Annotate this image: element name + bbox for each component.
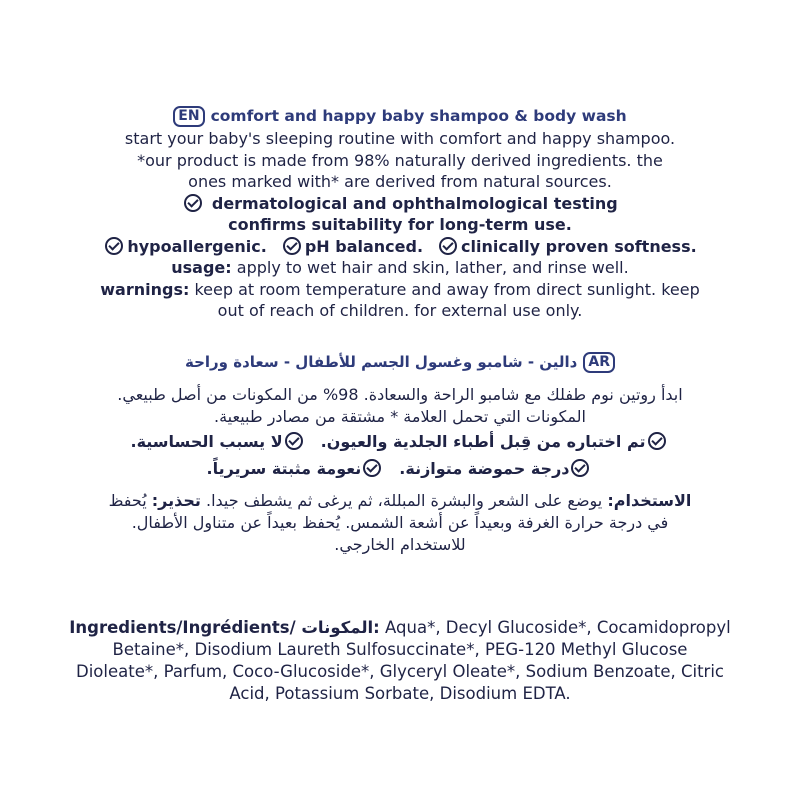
english-description-line: ones marked with* are derived from natural sources.	[188, 172, 612, 191]
check-circle-icon	[648, 432, 666, 450]
testing-claim-continuation: confirms suitability for long-term use.	[228, 215, 572, 234]
ingredients-line: Betaine*, Disodium Laureth Sulfosuccinate*, PEG-120 Methyl Glucose	[112, 640, 688, 659]
arabic-product-title: دالين - شامبو وغسول الجسم للأطفال - سعادة وراحة	[184, 353, 578, 371]
arabic-warning-line: للاستخدام الخارجي.	[334, 535, 466, 554]
ingredients-line: Acid, Potassium Sorbate, Disodium EDTA.	[229, 684, 571, 703]
ingredients-label: Ingredients/Ingrédients/ المكونات:	[69, 618, 380, 637]
check-circle-icon	[285, 432, 303, 450]
arabic-claim-hypoallergenic: لا يسبب الحساسية.	[130, 432, 283, 451]
english-title-row	[40, 104, 760, 128]
claim-softness: clinically proven softness.	[461, 236, 697, 256]
claim-hypoallergenic: hypoallergenic.	[127, 236, 267, 256]
arabic-description-line: المكونات التي تحمل العلامة * مشتقة من مصادر طبيعية.	[214, 407, 586, 426]
arabic-claim-tested: تم اختباره من قِبل أطباء الجلدية والعيون.	[320, 432, 646, 451]
arabic-section	[40, 350, 760, 556]
arabic-usage-label: الاستخدام:	[607, 491, 692, 510]
arabic-warning-line: في درجة حرارة الغرفة وبعيداً عن أشعة الشمس. يُحفظ بعيداً عن متناول الأطفال.	[131, 513, 669, 532]
arabic-claim-softness: نعومة مثبتة سريرياً.	[206, 459, 362, 478]
english-description-line: *our product is made from 98% naturally derived ingredients. the	[137, 150, 663, 170]
warnings-line	[40, 279, 760, 301]
check-circle-icon	[184, 194, 202, 212]
arabic-usage-text: يوضع على الشعر والبشرة المبللة، ثم يرغى ثم يشطف جيدا.	[200, 491, 608, 510]
arabic-warning-text: يُحفظ	[108, 491, 152, 510]
english-section	[40, 104, 760, 322]
arabic-claims-row-2	[40, 455, 760, 482]
usage-line	[40, 257, 760, 279]
arabic-claims-row-1	[40, 428, 760, 455]
check-circle-icon	[105, 237, 123, 255]
usage-label: usage:	[171, 258, 232, 277]
en-language-badge: EN	[173, 106, 204, 127]
ingredients-list	[40, 617, 760, 705]
usage-text: apply to wet hair and skin, lather, and rinse well.	[231, 258, 629, 277]
warnings-text: keep at room temperature and away from direct sunlight. keep	[189, 279, 700, 299]
testing-claim-text: dermatological and ophthalmological testing	[211, 193, 618, 213]
check-circle-icon	[439, 237, 457, 255]
arabic-title-row	[40, 350, 760, 374]
check-circle-icon	[283, 237, 301, 255]
ingredients-line: Dioleate*, Parfum, Coco-Glucoside*, Glyceryl Oleate*, Sodium Benzoate, Citric	[76, 662, 724, 681]
warnings-label: warnings:	[100, 279, 190, 299]
english-description	[40, 128, 760, 193]
ar-language-badge: AR	[583, 352, 615, 373]
arabic-usage-line	[40, 490, 760, 512]
arabic-usage	[40, 490, 760, 556]
arabic-warning-label: تحذير:	[151, 491, 201, 510]
testing-claim	[40, 193, 760, 215]
check-circle-icon	[571, 459, 589, 477]
ingredients-line	[40, 617, 760, 639]
english-description-line: start your baby's sleeping routine with comfort and happy shampoo.	[124, 129, 676, 148]
check-circle-icon	[363, 459, 381, 477]
claim-ph-balanced: pH balanced.	[304, 236, 424, 256]
arabic-description	[40, 384, 760, 428]
arabic-claim-ph: درجة حموضة متوازنة.	[399, 459, 570, 478]
ingredients-text: Aqua*, Decyl Glucoside*, Cocamidopropyl	[379, 618, 731, 637]
english-product-title: comfort and happy baby shampoo & body wash	[210, 107, 627, 125]
warnings-line-continuation: out of reach of children. for external use only.	[217, 301, 583, 320]
claims-row	[40, 236, 760, 258]
arabic-description-line: ابدأ روتين نوم طفلك مع شامبو الراحة والسعادة. 98% من المكونات من أصل طبيعي.	[117, 385, 683, 404]
